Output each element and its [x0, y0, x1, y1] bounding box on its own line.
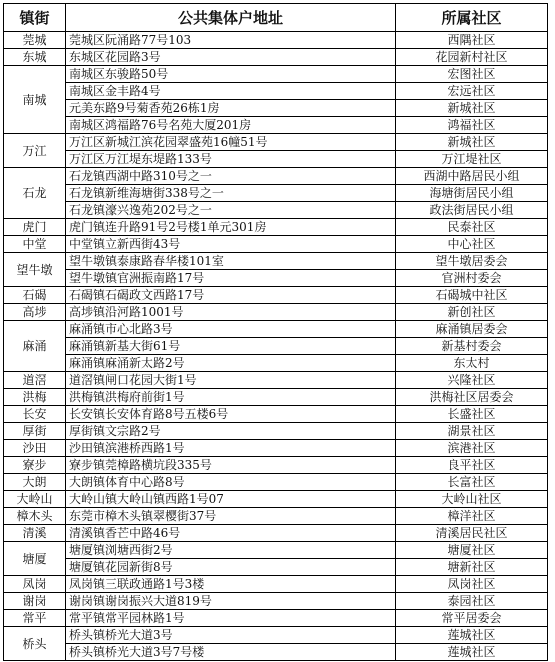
table-body [4, 32, 548, 661]
address-cell: 望牛墩镇官洲振南路17号 [66, 270, 396, 287]
town-cell: 望牛墩 [4, 253, 66, 287]
community-cell: 民泰社区 [396, 219, 548, 236]
table-row [4, 338, 548, 355]
table-row [4, 440, 548, 457]
address-cell: 石龙镇新维海塘街338号之一 [66, 185, 396, 202]
community-cell: 望牛墩居委会 [396, 253, 548, 270]
community-cell: 麻涌镇居委会 [396, 321, 548, 338]
address-cell: 中堂镇立新西街43号 [66, 236, 396, 253]
community-cell: 海塘街居民小组 [396, 185, 548, 202]
table-row [4, 610, 548, 627]
table-row [4, 321, 548, 338]
community-cell: 西隅社区 [396, 32, 548, 49]
community-cell: 花园新村社区 [396, 49, 548, 66]
address-cell: 东城区花园路3号 [66, 49, 396, 66]
community-cell: 万江堤社区 [396, 151, 548, 168]
table-row [4, 457, 548, 474]
table-row [4, 423, 548, 440]
table-row [4, 253, 548, 270]
community-cell: 宏图社区 [396, 66, 548, 83]
community-cell: 常平居委会 [396, 610, 548, 627]
town-cell: 长安 [4, 406, 66, 423]
address-cell: 洪梅镇洪梅府前街1号 [66, 389, 396, 406]
town-cell: 万江 [4, 134, 66, 168]
town-cell: 虎门 [4, 219, 66, 236]
community-cell: 莲城社区 [396, 644, 548, 661]
town-cell: 洪梅 [4, 389, 66, 406]
town-cell: 谢岗 [4, 593, 66, 610]
address-cell: 塘厦镇浏塘西街2号 [66, 542, 396, 559]
address-cell: 麻涌镇麻涌新太路2号 [66, 355, 396, 372]
table-row [4, 168, 548, 185]
town-cell: 常平 [4, 610, 66, 627]
community-cell: 政法街居民小组 [396, 202, 548, 219]
table-row [4, 508, 548, 525]
address-cell: 麻涌镇市心北路3号 [66, 321, 396, 338]
community-cell: 宏远社区 [396, 83, 548, 100]
community-cell: 洪梅社区居委会 [396, 389, 548, 406]
town-cell: 大岭山 [4, 491, 66, 508]
table-row [4, 525, 548, 542]
table-row [4, 117, 548, 134]
table-row [4, 66, 548, 83]
community-cell: 新创社区 [396, 304, 548, 321]
table-row [4, 151, 548, 168]
address-cell: 桥头镇桥光大道3号7号楼 [66, 644, 396, 661]
town-cell: 石龙 [4, 168, 66, 219]
table-row [4, 559, 548, 576]
address-cell: 长安镇长安体育路8号五楼6号 [66, 406, 396, 423]
town-cell: 石碣 [4, 287, 66, 304]
address-cell: 万江区万江堤东堤路133号 [66, 151, 396, 168]
community-cell: 莲城社区 [396, 627, 548, 644]
address-cell: 清溪镇香芒中路46号 [66, 525, 396, 542]
address-cell: 南城区东骏路50号 [66, 66, 396, 83]
town-cell: 南城 [4, 66, 66, 134]
table-row [4, 100, 548, 117]
address-cell: 道滘镇闸口花园大街1号 [66, 372, 396, 389]
community-cell: 新城社区 [396, 134, 548, 151]
address-cell: 石碣镇石碣政文西路17号 [66, 287, 396, 304]
address-cell: 虎门镇连升路91号2号楼1单元301房 [66, 219, 396, 236]
community-cell: 兴隆社区 [396, 372, 548, 389]
town-cell: 凤岗 [4, 576, 66, 593]
town-cell: 大朗 [4, 474, 66, 491]
address-cell: 凤岗镇三联政通路1号3楼 [66, 576, 396, 593]
community-cell: 湖景社区 [396, 423, 548, 440]
collective-household-table [3, 3, 548, 661]
community-cell: 凤岗社区 [396, 576, 548, 593]
table-row [4, 202, 548, 219]
community-cell: 大岭山社区 [396, 491, 548, 508]
table-row [4, 236, 548, 253]
table-row [4, 287, 548, 304]
address-cell: 南城区鸿福路76号名苑大厦201房 [66, 117, 396, 134]
town-cell: 清溪 [4, 525, 66, 542]
table-row [4, 644, 548, 661]
table-row [4, 542, 548, 559]
town-cell: 中堂 [4, 236, 66, 253]
table-row [4, 576, 548, 593]
address-cell: 石龙镇西湖中路310号之一 [66, 168, 396, 185]
community-cell: 长盛社区 [396, 406, 548, 423]
address-cell: 沙田镇滨港桥西路1号 [66, 440, 396, 457]
town-cell: 塘厦 [4, 542, 66, 576]
community-cell: 新基村委会 [396, 338, 548, 355]
table-row [4, 389, 548, 406]
town-cell: 麻涌 [4, 321, 66, 372]
address-cell: 厚街镇文宗路2号 [66, 423, 396, 440]
community-cell: 泰园社区 [396, 593, 548, 610]
table-row [4, 83, 548, 100]
community-cell: 清溪居民社区 [396, 525, 548, 542]
town-cell: 东城 [4, 49, 66, 66]
address-cell: 万江区新城江滨花园翠盛苑16幢51号 [66, 134, 396, 151]
address-cell: 石龙镇濠兴逸苑202号之一 [66, 202, 396, 219]
town-cell: 厚街 [4, 423, 66, 440]
address-cell: 莞城区阮涌路77号103 [66, 32, 396, 49]
community-cell: 樟洋社区 [396, 508, 548, 525]
header-row [4, 4, 548, 32]
town-cell: 樟木头 [4, 508, 66, 525]
address-cell: 高埗镇沿河路1001号 [66, 304, 396, 321]
table-row [4, 49, 548, 66]
table-row [4, 219, 548, 236]
town-cell: 高埗 [4, 304, 66, 321]
address-cell: 南城区金丰路4号 [66, 83, 396, 100]
community-cell: 塘厦社区 [396, 542, 548, 559]
community-cell: 石碣城中社区 [396, 287, 548, 304]
community-cell: 塘新社区 [396, 559, 548, 576]
address-cell: 大朗镇体育中心路8号 [66, 474, 396, 491]
community-cell: 中心社区 [396, 236, 548, 253]
town-cell: 寮步 [4, 457, 66, 474]
table-row [4, 134, 548, 151]
town-cell: 道滘 [4, 372, 66, 389]
address-cell: 寮步镇莞樟路横坑段335号 [66, 457, 396, 474]
town-cell: 莞城 [4, 32, 66, 49]
address-cell: 麻涌镇新基大街61号 [66, 338, 396, 355]
header-town: 镇街 [4, 4, 66, 32]
table-row [4, 355, 548, 372]
table-row [4, 593, 548, 610]
table-row [4, 372, 548, 389]
table-row [4, 406, 548, 423]
community-cell: 长富社区 [396, 474, 548, 491]
table-row [4, 491, 548, 508]
address-cell: 常平镇常平园林路1号 [66, 610, 396, 627]
address-cell: 桥头镇桥光大道3号 [66, 627, 396, 644]
header-address: 公共集体户地址 [66, 4, 396, 32]
town-cell: 沙田 [4, 440, 66, 457]
header-community: 所属社区 [396, 4, 548, 32]
community-cell: 东太村 [396, 355, 548, 372]
community-cell: 良平社区 [396, 457, 548, 474]
address-cell: 大岭山镇大岭山镇西路1号07 [66, 491, 396, 508]
community-cell: 新城社区 [396, 100, 548, 117]
address-cell: 谢岗镇谢岗振兴大道819号 [66, 593, 396, 610]
community-cell: 滨港社区 [396, 440, 548, 457]
table-row [4, 32, 548, 49]
address-cell: 元美东路9号菊香苑26栋1房 [66, 100, 396, 117]
community-cell: 官洲村委会 [396, 270, 548, 287]
community-cell: 西湖中路居民小组 [396, 168, 548, 185]
address-cell: 望牛墩镇泰康路春华楼101室 [66, 253, 396, 270]
table-row [4, 185, 548, 202]
table-row [4, 304, 548, 321]
table-row [4, 270, 548, 287]
address-cell: 塘厦镇花园新街8号 [66, 559, 396, 576]
table-row [4, 627, 548, 644]
community-cell: 鸿福社区 [396, 117, 548, 134]
address-cell: 东莞市樟木头镇翠樱街37号 [66, 508, 396, 525]
town-cell: 桥头 [4, 627, 66, 661]
table-row [4, 474, 548, 491]
